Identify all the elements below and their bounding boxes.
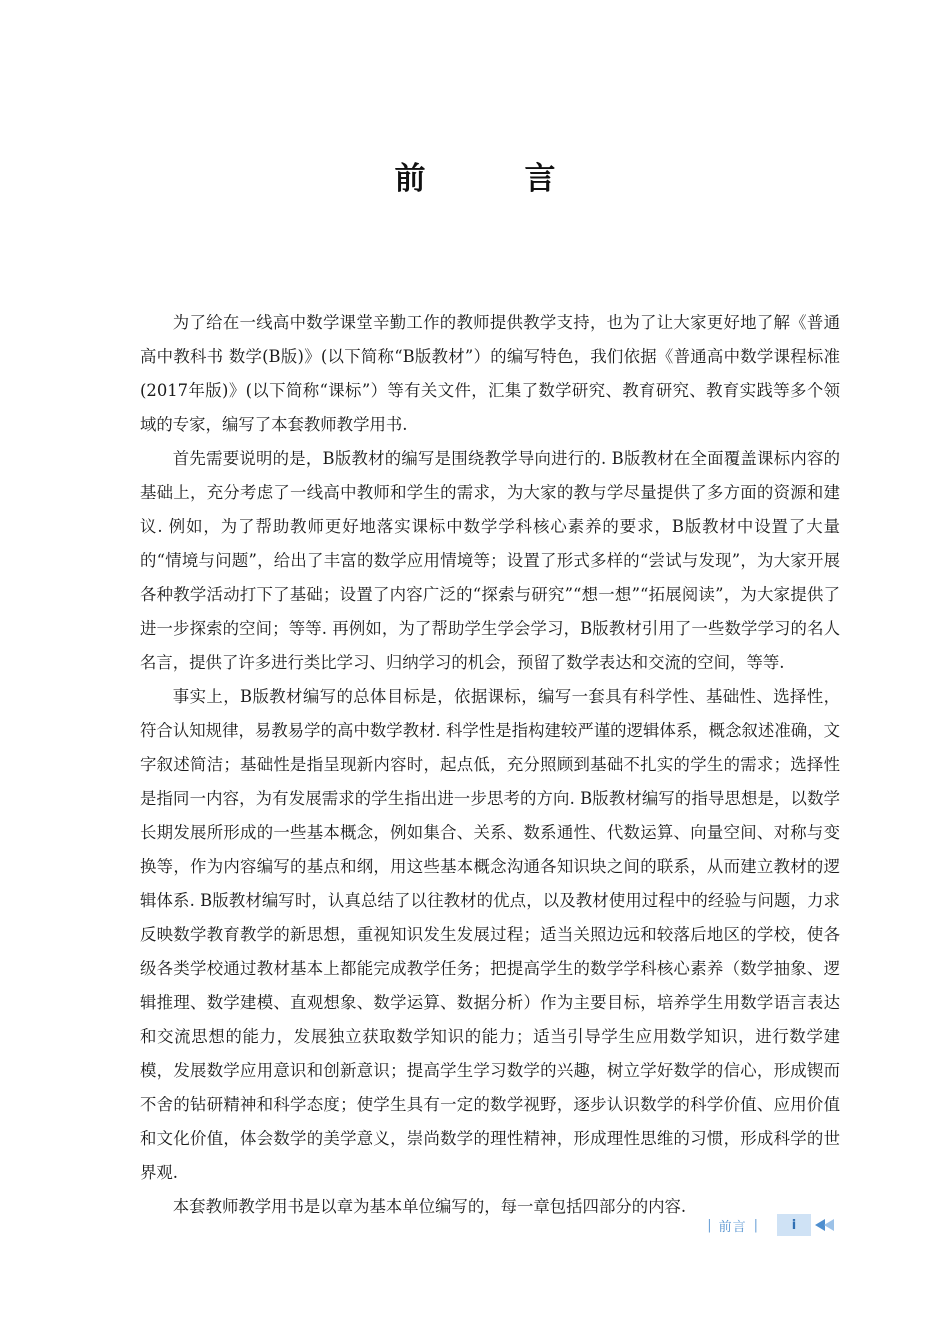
double-left-arrow-icon <box>814 1218 838 1232</box>
footer-divider: | <box>753 1217 758 1233</box>
page-footer <box>700 1212 838 1238</box>
page-title: 前 言 <box>394 161 590 197</box>
footer-divider: | <box>707 1217 712 1233</box>
page-number: i <box>777 1214 811 1236</box>
paragraph: 事实上，B版教材编写的总体目标是，依据课标，编写一套具有科学性、基础性、选择性，符合认知规律，易教易学的高中数学教材. 科学性是指构建较严谨的逻辑体系，概念叙述准确，文字叙述简洁；基础性是指呈现新内容时，起点低，充分照顾到基础不扎实的学生的需求；选择性是指同一内容，为有发展需求的学生指出进一步思考的方向. B版教材编写的指导思想是，以数学长期发展所形成的一些基本概念，例如集合、关系、数系通性、代数运算、向量空间、对称与变换等，作为内容编写的基点和纲，用这些基本概念沟通各知识块之间的联系，从而建立教材的逻辑体系. B版教材编写时，认真总结了以往教材的优点，以及教材使用过程中的经验与问题，力求反映数学教育教学的新思想，重视知识发生发展过程；适当关照边远和较落后地区的学校，使各级各类学校通过教材基本上都能完成教学任务；把提高学生的数学学科核心素养（数学抽象、逻辑推理、数学建模、直观想象、数学运算、数据分析）作为主要目标，培养学生用数学语言表达和交流思想的能力，发展独立获取数学知识的能力；适当引导学生应用数学知识，进行数学建模，发展数学应用意识和创新意识；提高学生学习数学的兴趣，树立学好数学的信心，形成锲而不舍的钻研精神和科学态度；使学生具有一定的数学视野，逐步认识数学的科学价值、应用价值和文化价值，体会数学的美学意义，崇尚数学的理性精神，形成理性思维的习惯，形成科学的世界观. <box>140 687 840 1182</box>
paragraph: 本套教师教学用书是以章为基本单位编写的，每一章包括四部分的内容. <box>172 1197 687 1216</box>
paragraph: 首先需要说明的是，B版教材的编写是围绕教学导向进行的. B版教材在全面覆盖课标内容的基础上，充分考虑了一线高中教师和学生的需求，为大家的教与学尽量提供了多方面的资源和建议. 例如，为了帮助教师更好地落实课标中数学学科核心素养的要求，B版教材中设置了大量的“情境与问题”，给出了丰富的数学应用情境等；设置了形式多样的“尝试与发现”，为大家开展各种教学活动打下了基础；设置了内容广泛的“探索与研究”“想一想”“拓展阅读”，为大家提供了进一步探索的空间；等等. 再例如，为了帮助学生学会学习，B版教材引用了一些数学学习的名人名言，提供了许多进行类比学习、归纳学习的机会，预留了数学表达和交流的空间，等等. <box>140 449 840 672</box>
footer-section-label: 前言 <box>718 1219 747 1235</box>
body-text <box>140 306 840 1224</box>
paragraph: 为了给在一线高中数学课堂辛勤工作的教师提供教学支持，也为了让大家更好地了解《普通高中教科书 数学(B版)》(以下简称“B版教材”）的编写特色，我们依据《普通高中数学课程标准(2017年版)》(以下简称“课标”）等有关文件，汇集了数学研究、教育研究、教育实践等多个领域的专家，编写了本套教师教学用书. <box>140 313 840 434</box>
